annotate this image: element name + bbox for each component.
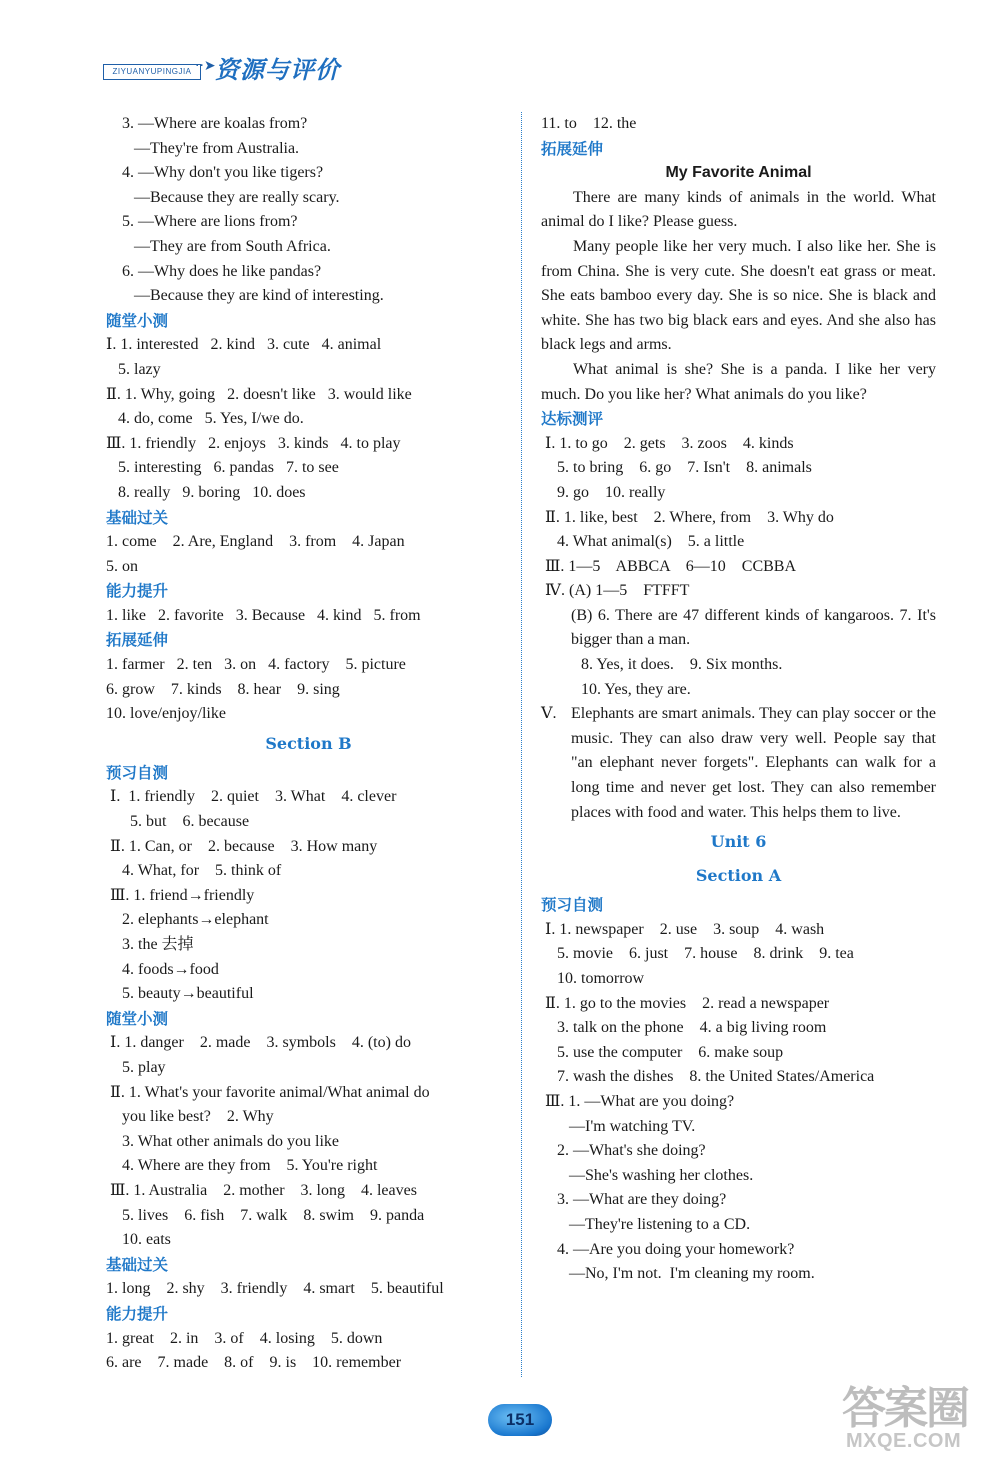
- answer-line: 5. —Where are lions from?: [106, 213, 298, 231]
- answer-line: —Because they are really scary.: [106, 188, 340, 206]
- section-title: Unit 6: [710, 832, 767, 852]
- section-heading: 随堂小测: [106, 1009, 169, 1028]
- answer-line: 10. love/enjoy/like: [106, 705, 226, 723]
- section-title: Section A: [695, 866, 782, 886]
- answer-line: 1. like 2. favorite 3. Because 4. kind 5. from: [106, 606, 421, 624]
- section-heading: 拓展延伸: [106, 631, 169, 650]
- answer-line: 3. —Where are koalas from?: [106, 115, 308, 132]
- answer-line: Ⅲ. 1. friendly 2. enjoys 3. kinds 4. to play: [106, 434, 401, 452]
- answer-line: 4. foods→food: [106, 960, 219, 978]
- answer-line: 1. long 2. shy 3. friendly 4. smart 5. beautiful: [106, 1280, 444, 1298]
- section-heading: 预习自测: [541, 896, 604, 915]
- answer-line: 7. wash the dishes 8. the United States/America: [541, 1068, 875, 1086]
- answer-line: 3. the 去掉: [106, 936, 194, 953]
- header-pinyin: ZIYUANYUPINGJIA: [103, 64, 201, 80]
- answer-line: —They're from Australia.: [106, 139, 300, 157]
- answer-line: 8. Yes, it does. 9. Six months.: [541, 656, 783, 674]
- answer-line: 4. —Why don't you like tigers?: [106, 164, 324, 182]
- section-heading: 随堂小测: [106, 311, 169, 330]
- answer-line: Ⅰ. 1. newspaper 2. use 3. soup 4. wash: [541, 920, 825, 938]
- answer-line: —Because they are kind of interesting.: [106, 287, 384, 305]
- section-heading: 达标测评: [541, 410, 604, 429]
- answer-label: Ⅴ.: [541, 705, 557, 723]
- answer-line: 4. What, for 5. think of: [106, 862, 282, 880]
- answer-line: 3. talk on the phone 4. a big living room: [541, 1019, 827, 1037]
- answer-line: Ⅱ. 1. Why, going 2. doesn't like 3. would like: [106, 385, 412, 403]
- answer-block: [541, 702, 936, 825]
- answer-line: —They are from South Africa.: [106, 237, 331, 255]
- watermark-top: 答案圈: [842, 1383, 968, 1434]
- answer-line: 5. play: [106, 1058, 166, 1076]
- section-heading: 基础过关: [106, 508, 169, 527]
- answer-line: 4. —Are you doing your homework?: [541, 1240, 795, 1258]
- answer-line: Ⅰ. 1. danger 2. made 3. symbols 4. (to) do: [106, 1034, 411, 1052]
- answer-line: you like best? 2. Why: [106, 1108, 274, 1126]
- answer-line: 5. beauty→beautiful: [106, 985, 254, 1003]
- section-heading: 基础过关: [106, 1255, 169, 1274]
- page-number: 151: [488, 1404, 552, 1436]
- section-heading: 能力提升: [106, 1304, 169, 1323]
- essay-paragraph: There are many kinds of animals in the world. What animal do I like? Please guess.: [541, 188, 936, 231]
- answer-line: Ⅱ. 1. Can, or 2. because 3. How many: [106, 837, 378, 855]
- answer-line: —They're listening to a CD.: [541, 1215, 751, 1233]
- answer-line: —She's washing her clothes.: [541, 1166, 754, 1184]
- answer-line: 11. to 12. the: [541, 115, 637, 132]
- answer-block: (B) 6. There are 47 different kinds of kangaroos. 7. It's bigger than a man.: [571, 606, 936, 649]
- answer-line: 4. Where are they from 5. You're right: [106, 1157, 378, 1175]
- answer-line: Ⅰ. 1. to go 2. gets 3. zoos 4. kinds: [541, 434, 794, 452]
- answer-line: 9. go 10. really: [541, 483, 666, 501]
- column-divider: [521, 112, 522, 1377]
- answer-line: Ⅱ. 1. like, best 2. Where, from 3. Why do: [541, 508, 834, 526]
- header-arrow-icon: ··➤: [195, 58, 216, 74]
- essay-paragraph: Many people like her very much. I also like her. She is from China. She is very cute. She doesn't eat grass or meat. She eats bamboo every day. She is so nice. She is black and white. She has two big black ears and eyes. And she also has black legs and arms.: [541, 237, 936, 354]
- answer-line: 10. Yes, they are.: [541, 680, 691, 698]
- answer-line: Ⅱ. 1. What's your favorite animal/What animal do: [106, 1083, 430, 1101]
- answer-line: 5. lazy: [106, 360, 161, 378]
- answer-line: 3. What other animals do you like: [106, 1132, 339, 1150]
- essay-paragraph: What animal is she? She is a panda. I like her very much. Do you like her? What animals do you like?: [541, 360, 936, 403]
- answer-line: 1. farmer 2. ten 3. on 4. factory 5. picture: [106, 656, 406, 674]
- answer-line: 5. lives 6. fish 7. walk 8. swim 9. panda: [106, 1206, 425, 1224]
- answer-line: Ⅲ. 1. friend→friendly: [106, 886, 255, 904]
- essay-title: My Favorite Animal: [665, 164, 812, 182]
- section-heading: 预习自测: [106, 763, 169, 782]
- right-column: [541, 112, 936, 1287]
- header-title: 资源与评价: [215, 56, 340, 84]
- answer-line: 10. eats: [106, 1231, 171, 1249]
- watermark-logo: [842, 1372, 992, 1460]
- answer-line: 5. interesting 6. pandas 7. to see: [106, 459, 339, 477]
- answer-line: 2. —What's she doing?: [541, 1142, 706, 1160]
- answer-line: 5. use the computer 6. make soup: [541, 1043, 784, 1061]
- left-column: [106, 112, 511, 1376]
- answer-line: 5. to bring 6. go 7. Isn't 8. animals: [541, 459, 812, 477]
- answer-line: 8. really 9. boring 10. does: [106, 483, 306, 501]
- answer-line: 4. What animal(s) 5. a little: [541, 533, 745, 551]
- answer-line: Ⅰ. 1. friendly 2. quiet 3. What 4. clever: [106, 788, 397, 806]
- answer-line: Ⅲ. 1. Australia 2. mother 3. long 4. leaves: [106, 1181, 417, 1199]
- answer-line: Ⅰ. 1. interested 2. kind 3. cute 4. animal: [106, 336, 382, 354]
- page-header: [103, 50, 363, 84]
- answer-line: 1. come 2. Are, England 3. from 4. Japan: [106, 533, 405, 551]
- answer-line: 6. are 7. made 8. of 9. is 10. remember: [106, 1354, 402, 1372]
- answer-line: 1. great 2. in 3. of 4. losing 5. down: [106, 1329, 383, 1347]
- answer-line: 2. elephants→elephant: [106, 911, 269, 929]
- answer-line: 5. movie 6. just 7. house 8. drink 9. tea: [541, 945, 854, 963]
- answer-line: 6. —Why does he like pandas?: [106, 262, 322, 280]
- answer-line: 10. tomorrow: [541, 970, 645, 987]
- answer-line: Ⅲ. 1. —What are you doing?: [541, 1092, 735, 1110]
- section-heading: 能力提升: [106, 582, 169, 601]
- section-heading: 拓展延伸: [541, 139, 604, 158]
- section-title: Section B: [265, 733, 352, 753]
- answer-line: 4. do, come 5. Yes, I/we do.: [106, 410, 304, 428]
- answer-line: 3. —What are they doing?: [541, 1191, 727, 1209]
- watermark-bottom: MXQE.COM: [846, 1430, 962, 1452]
- answer-line: 6. grow 7. kinds 8. hear 9. sing: [106, 680, 340, 698]
- answer-line: Ⅳ. (A) 1—5 FTFFT: [541, 582, 690, 600]
- answer-line: 5. but 6. because: [106, 813, 250, 831]
- answer-line: 5. on: [106, 557, 138, 575]
- answer-line: —No, I'm not. I'm cleaning my room.: [541, 1265, 815, 1283]
- answer-line: Ⅱ. 1. go to the movies 2. read a newspaper: [541, 994, 830, 1012]
- answer-line: Ⅲ. 1—5 ABBCA 6—10 CCBBA: [541, 557, 797, 575]
- answer-text: Elephants are smart animals. They can play soccer or the music. They can also draw very well. People say that "an elephant never forgets". Elephants can walk for a long time and never get lost. They can also remember places with food and water. This helps them to live.: [571, 705, 936, 821]
- answer-line: —I'm watching TV.: [541, 1117, 696, 1135]
